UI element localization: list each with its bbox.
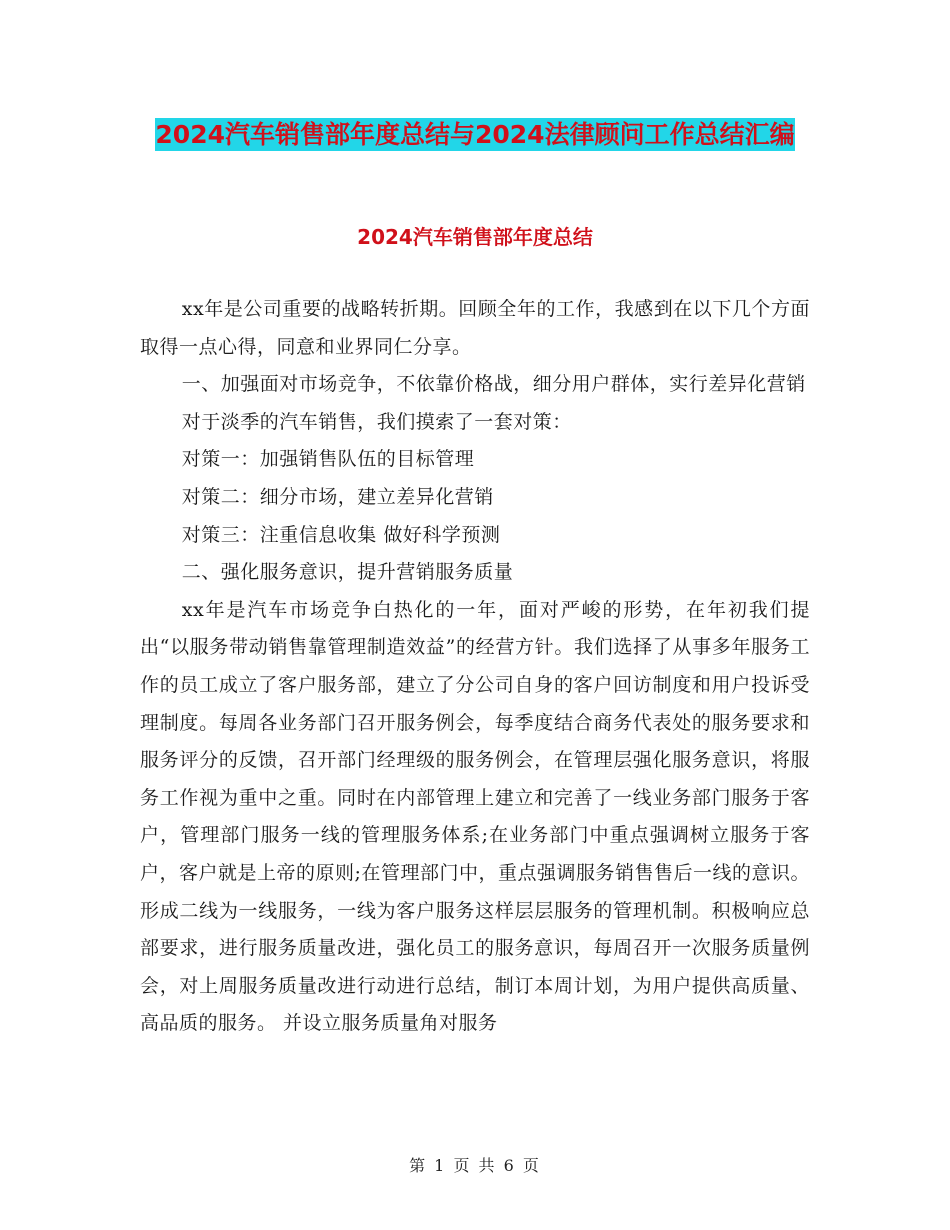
document-title-text: 2024汽车销售部年度总结与2024法律顾问工作总结汇编	[155, 120, 795, 149]
paragraph: xx年是公司重要的战略转折期。回顾全年的工作，我感到在以下几个方面取得一点心得，同意和业界同仁分享。	[140, 298, 810, 358]
page-footer: 第 1 页 共 6 页	[409, 1156, 541, 1175]
paragraph: 一、加强面对市场竞争，不依靠价格战，细分用户群体，实行差异化营销	[181, 373, 806, 396]
paragraph: 二、强化服务意识，提升营销服务质量	[181, 561, 514, 584]
document-body	[140, 291, 810, 1043]
document-title	[140, 112, 810, 157]
paragraph: 对策二：细分市场，建立差异化营销	[181, 485, 494, 508]
paragraph: 对于淡季的汽车销售，我们摸索了一套对策：	[181, 410, 572, 433]
paragraph: 对策三：注重信息收集 做好科学预测	[181, 523, 501, 546]
paragraph: 对策一：加强销售队伍的目标管理	[181, 448, 475, 471]
section-title: 2024汽车销售部年度总结	[357, 225, 593, 249]
paragraph: xx年是汽车市场竞争白热化的一年，面对严峻的形势，在年初我们提出“以服务带动销售靠管理制造效益”的经营方针。我们选择了从事多年服务工作的员工成立了客户服务部，建立了分公司自身的客户回访制度和用户投诉受理制度。每周各业务部门召开服务例会，每季度结合商务代表处的服务要求和服务评分的反馈，召开部门经理级的服务例会，在管理层强化服务意识，将服务工作视为重中之重。同时在内部管理上建立和完善了一线业务部门服务于客户，管理部门服务一线的管理服务体系;在业务部门中重点强调树立服务于客户，客户就是上帝的原则;在管理部门中，重点强调服务销售售后一线的意识。形成二线为一线服务，一线为客户服务这样层层服务的管理机制。积极响应总部要求，进行服务质量改进，强化员工的服务意识，每周召开一次服务质量例会，对上周服务质量改进行动进行总结，制订本周计划，为用户提供高质量、高品质的服务。 并设立服务质量角对服务	[140, 598, 810, 1035]
